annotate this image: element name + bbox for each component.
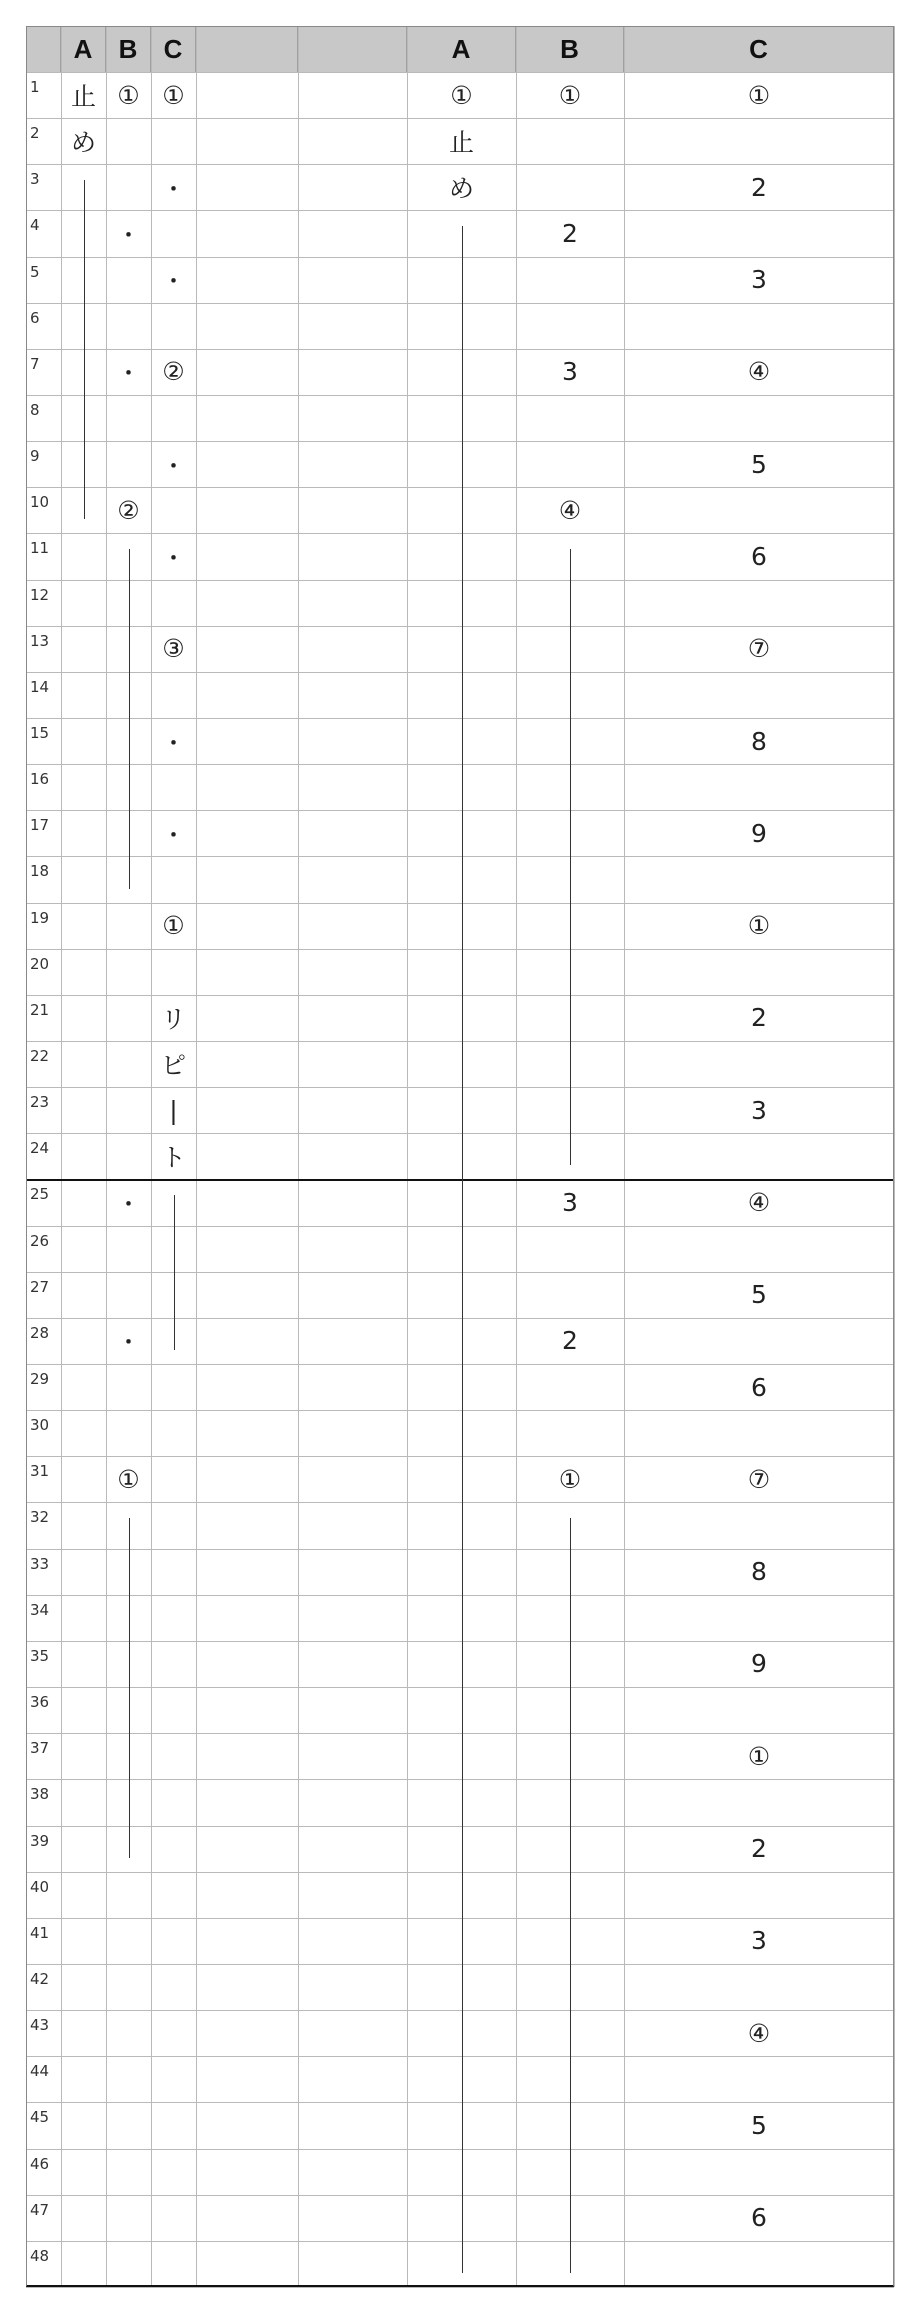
cell-value[interactable]: ・	[163, 269, 184, 294]
row-number[interactable]: 23	[30, 1093, 50, 1112]
cell-value[interactable]: ①	[117, 1464, 140, 1494]
row-number[interactable]: 27	[30, 1277, 50, 1296]
row-number[interactable]: 39	[30, 1831, 50, 1850]
row-number[interactable]: 44	[30, 2062, 50, 2081]
cell-value[interactable]: 2	[751, 1834, 767, 1864]
row-number[interactable]: 14	[30, 677, 50, 696]
column-header[interactable]	[196, 26, 298, 72]
grid-column-line	[407, 26, 408, 2287]
cell-value[interactable]: 2	[562, 218, 578, 248]
cell-value[interactable]: ①	[450, 80, 473, 110]
cell-value[interactable]: 2	[562, 1326, 578, 1356]
grid-row-line	[26, 1226, 894, 1227]
cell-value[interactable]: |	[169, 1095, 178, 1125]
column-header[interactable]: B	[516, 26, 624, 72]
row-number[interactable]: 35	[30, 1646, 50, 1665]
row-number[interactable]: 13	[30, 631, 50, 650]
cell-value[interactable]: ①	[558, 80, 582, 110]
row-number[interactable]: 24	[30, 1139, 50, 1158]
grid-row-line	[26, 1318, 894, 1319]
cell-value[interactable]: ②	[117, 495, 140, 525]
column-header[interactable]: A	[61, 26, 106, 72]
grid-row-line	[26, 580, 894, 581]
cell-value[interactable]: 9	[751, 818, 767, 848]
grid-column-line	[298, 26, 299, 2287]
row-number[interactable]: 5	[30, 262, 40, 281]
row-number[interactable]: 18	[30, 862, 50, 881]
column-header[interactable]: B	[106, 26, 151, 72]
row-number[interactable]: 32	[30, 1508, 50, 1527]
row-number[interactable]: 22	[30, 1047, 50, 1066]
row-number[interactable]: 42	[30, 1969, 50, 1988]
grid-row-line	[26, 1595, 894, 1596]
row-number[interactable]: 36	[30, 1693, 50, 1712]
row-number[interactable]: 40	[30, 1877, 50, 1896]
cell-value[interactable]: 5	[751, 449, 767, 479]
row-number[interactable]: 38	[30, 1785, 50, 1804]
row-number[interactable]: 45	[30, 2108, 50, 2127]
cell-value[interactable]: ①	[558, 1464, 582, 1494]
cell-value[interactable]: ・	[163, 453, 184, 478]
row-number[interactable]: 46	[30, 2154, 50, 2173]
cell-value[interactable]: 5	[751, 2110, 767, 2140]
row-number[interactable]: 16	[30, 770, 50, 789]
row-number[interactable]: 21	[30, 1000, 50, 1019]
continuation-line	[570, 549, 571, 1165]
continuation-line	[84, 180, 85, 519]
cell-value[interactable]: 2	[751, 1003, 767, 1033]
cell-value[interactable]: ・	[118, 222, 139, 247]
cell-value[interactable]: ⑦	[747, 1464, 771, 1494]
cell-value[interactable]: ・	[163, 822, 184, 847]
row-number[interactable]: 26	[30, 1231, 50, 1250]
row-number[interactable]: 12	[30, 585, 50, 604]
cell-value[interactable]: 8	[751, 726, 767, 756]
grid-row-line	[26, 2149, 894, 2150]
cell-value[interactable]: ③	[162, 634, 185, 664]
cell-value[interactable]: ①	[747, 1741, 771, 1771]
grid-column-line	[26, 26, 27, 2287]
row-number[interactable]: 2	[30, 124, 40, 143]
cell-value[interactable]: ①	[162, 80, 185, 110]
cell-value[interactable]: ・	[118, 1330, 139, 1355]
continuation-line	[462, 226, 463, 2273]
grid-row-line	[26, 1410, 894, 1411]
row-number[interactable]: 10	[30, 493, 50, 512]
cell-value[interactable]: ・	[163, 730, 184, 755]
cell-value[interactable]: ・	[163, 176, 184, 201]
cell-value[interactable]: ④	[747, 1188, 771, 1218]
row-number[interactable]: 11	[30, 539, 50, 558]
cell-value[interactable]: ④	[747, 2018, 771, 2048]
grid-row-line	[26, 672, 894, 673]
cell-value[interactable]: ピ	[160, 1051, 186, 1081]
cell-value[interactable]: 2	[751, 172, 767, 202]
cell-value[interactable]: ・	[163, 546, 184, 570]
cell-value[interactable]: ④	[558, 495, 582, 525]
row-number[interactable]: 47	[30, 2200, 50, 2219]
row-number[interactable]: 48	[30, 2246, 50, 2265]
grid-row-line	[26, 2241, 894, 2242]
cell-value[interactable]: 5	[751, 1280, 767, 1310]
row-number[interactable]: 25	[30, 1185, 50, 1204]
row-number[interactable]: 3	[30, 170, 40, 189]
grid-row-line	[26, 395, 894, 396]
row-number[interactable]: 8	[30, 401, 40, 419]
row-number[interactable]: 37	[30, 1739, 50, 1758]
cell-value[interactable]: め	[70, 128, 96, 158]
continuation-line	[174, 1195, 175, 1350]
row-number[interactable]: 7	[30, 354, 40, 373]
row-number[interactable]: 9	[30, 447, 40, 466]
grid-column-line	[894, 26, 895, 2287]
row-number[interactable]: 34	[30, 1600, 50, 1619]
cell-value[interactable]: ・	[118, 361, 139, 386]
row-number[interactable]: 4	[30, 216, 40, 235]
cell-value[interactable]: ①	[747, 80, 771, 110]
cell-value[interactable]: ①	[162, 911, 185, 941]
column-header[interactable]: C	[151, 26, 196, 72]
grid-row-line	[26, 1502, 894, 1503]
cell-value[interactable]: 3	[562, 1188, 578, 1218]
row-number[interactable]: 30	[30, 1416, 50, 1435]
cell-value[interactable]: 6	[751, 1372, 767, 1402]
cell-value[interactable]: 3	[751, 1926, 767, 1956]
grid-row-line	[26, 2287, 894, 2288]
grid-row-line	[26, 2056, 894, 2057]
row-number[interactable]: 33	[30, 1554, 50, 1573]
grid-row-line	[26, 303, 894, 304]
cell-value[interactable]: ②	[162, 357, 185, 387]
cell-value[interactable]: ①	[117, 80, 140, 110]
cell-value[interactable]: 9	[751, 1649, 767, 1679]
row-number[interactable]: 17	[30, 816, 50, 835]
grid-row-line	[26, 1964, 894, 1965]
column-header[interactable]	[26, 26, 61, 72]
cell-value[interactable]: 6	[751, 2203, 767, 2233]
row-number[interactable]: 41	[30, 1923, 50, 1942]
cell-value[interactable]: ④	[747, 357, 771, 387]
cell-value[interactable]: ト	[160, 1143, 186, 1173]
continuation-line	[129, 1518, 130, 1857]
column-header[interactable]: C	[624, 26, 894, 72]
row-number[interactable]: 6	[30, 308, 40, 327]
grid-row-line	[26, 1872, 894, 1873]
cell-value[interactable]: ⑦	[747, 634, 771, 664]
column-header[interactable]: A	[407, 26, 516, 72]
grid-row-line	[26, 764, 894, 765]
cell-value[interactable]: 6	[751, 542, 767, 571]
grid-row-line	[26, 856, 894, 857]
cell-value[interactable]: 3	[562, 357, 578, 387]
row-number[interactable]: 1	[30, 78, 40, 96]
spreadsheet-grid	[26, 26, 894, 2287]
row-number[interactable]: 43	[30, 2016, 50, 2035]
row-number[interactable]: 29	[30, 1370, 50, 1389]
cell-value[interactable]: 3	[751, 1095, 767, 1125]
row-number[interactable]: 20	[30, 954, 50, 973]
row-number[interactable]: 31	[30, 1462, 50, 1481]
continuation-line	[570, 1518, 571, 2272]
cell-value[interactable]: ①	[747, 911, 771, 941]
cell-value[interactable]: 8	[751, 1557, 767, 1587]
row-number[interactable]: 28	[30, 1323, 50, 1342]
grid-column-line	[196, 26, 197, 2287]
row-number[interactable]: 15	[30, 724, 50, 743]
grid-row-line	[26, 1779, 894, 1780]
grid-row-line	[26, 210, 894, 211]
column-header[interactable]	[298, 26, 407, 72]
grid-row-line	[26, 487, 894, 488]
cell-value[interactable]: 止	[70, 82, 96, 112]
cell-value[interactable]: リ	[160, 1004, 186, 1034]
cell-value[interactable]: 3	[751, 265, 767, 295]
cell-value[interactable]: め	[448, 174, 474, 204]
cell-value[interactable]: 止	[448, 128, 474, 158]
grid-row-line	[26, 949, 894, 950]
grid-row-line	[26, 1687, 894, 1688]
cell-value[interactable]: ・	[118, 1192, 139, 1217]
row-number[interactable]: 19	[30, 908, 50, 927]
continuation-line	[129, 549, 130, 888]
